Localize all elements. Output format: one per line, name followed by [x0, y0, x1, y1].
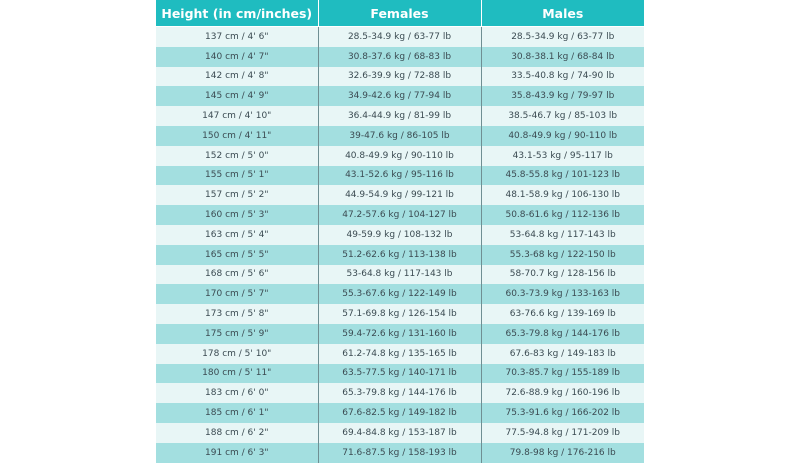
female-weight-cell: 57.1-69.8 kg / 126-154 lb — [318, 304, 481, 324]
table-row — [156, 423, 644, 443]
male-weight-cell: 30.8-38.1 kg / 68-84 lb — [481, 47, 644, 67]
height-cell: 191 cm / 6' 3" — [156, 443, 318, 463]
table-row — [156, 166, 644, 186]
table-row — [156, 304, 644, 324]
female-weight-cell: 63.5-77.5 kg / 140-171 lb — [318, 364, 481, 384]
male-weight-cell: 75.3-91.6 kg / 166-202 lb — [481, 403, 644, 423]
table-row — [156, 443, 644, 463]
female-weight-cell: 67.6-82.5 kg / 149-182 lb — [318, 403, 481, 423]
female-weight-cell: 39-47.6 kg / 86-105 lb — [318, 126, 481, 146]
header-row — [156, 0, 644, 27]
height-cell: 152 cm / 5' 0" — [156, 146, 318, 166]
male-weight-cell: 63-76.6 kg / 139-169 lb — [481, 304, 644, 324]
female-weight-cell: 55.3-67.6 kg / 122-149 lb — [318, 284, 481, 304]
height-cell: 170 cm / 5' 7" — [156, 284, 318, 304]
table-row — [156, 146, 644, 166]
female-weight-cell: 69.4-84.8 kg / 153-187 lb — [318, 423, 481, 443]
male-weight-cell: 72.6-88.9 kg / 160-196 lb — [481, 383, 644, 403]
male-weight-cell: 70.3-85.7 kg / 155-189 lb — [481, 364, 644, 384]
male-weight-cell: 65.3-79.8 kg / 144-176 lb — [481, 324, 644, 344]
height-cell: 188 cm / 6' 2" — [156, 423, 318, 443]
table-row — [156, 245, 644, 265]
female-weight-cell: 36.4-44.9 kg / 81-99 lb — [318, 106, 481, 126]
female-weight-cell: 30.8-37.6 kg / 68-83 lb — [318, 47, 481, 67]
height-cell: 185 cm / 6' 1" — [156, 403, 318, 423]
male-weight-cell: 28.5-34.9 kg / 63-77 lb — [481, 27, 644, 47]
female-weight-cell: 51.2-62.6 kg / 113-138 lb — [318, 245, 481, 265]
female-weight-cell: 65.3-79.8 kg / 144-176 lb — [318, 383, 481, 403]
male-weight-cell: 35.8-43.9 kg / 79-97 lb — [481, 86, 644, 106]
table-row — [156, 265, 644, 285]
male-weight-cell: 43.1-53 kg / 95-117 lb — [481, 146, 644, 166]
table-row — [156, 106, 644, 126]
table-row — [156, 383, 644, 403]
female-weight-cell: 71.6-87.5 kg / 158-193 lb — [318, 443, 481, 463]
height-cell: 157 cm / 5' 2" — [156, 185, 318, 205]
table-row — [156, 324, 644, 344]
height-cell: 183 cm / 6' 0" — [156, 383, 318, 403]
table-body — [156, 27, 644, 463]
height-cell: 180 cm / 5' 11" — [156, 364, 318, 384]
height-column-header: Height (in cm/inches) — [156, 0, 318, 27]
female-weight-cell: 34.9-42.6 kg / 77-94 lb — [318, 86, 481, 106]
male-weight-cell: 55.3-68 kg / 122-150 lb — [481, 245, 644, 265]
height-cell: 155 cm / 5' 1" — [156, 166, 318, 186]
female-weight-cell: 44.9-54.9 kg / 99-121 lb — [318, 185, 481, 205]
table-row — [156, 126, 644, 146]
male-weight-cell: 60.3-73.9 kg / 133-163 lb — [481, 284, 644, 304]
height-cell: 175 cm / 5' 9" — [156, 324, 318, 344]
female-weight-cell: 53-64.8 kg / 117-143 lb — [318, 265, 481, 285]
males-column-header: Males — [481, 0, 644, 27]
male-weight-cell: 33.5-40.8 kg / 74-90 lb — [481, 67, 644, 87]
male-weight-cell: 77.5-94.8 kg / 171-209 lb — [481, 423, 644, 443]
height-cell: 160 cm / 5' 3" — [156, 205, 318, 225]
male-weight-cell: 50.8-61.6 kg / 112-136 lb — [481, 205, 644, 225]
height-cell: 140 cm / 4' 7" — [156, 47, 318, 67]
male-weight-cell: 40.8-49.9 kg / 90-110 lb — [481, 126, 644, 146]
female-weight-cell: 47.2-57.6 kg / 104-127 lb — [318, 205, 481, 225]
height-cell: 137 cm / 4' 6" — [156, 27, 318, 47]
male-weight-cell: 45.8-55.8 kg / 101-123 lb — [481, 166, 644, 186]
height-cell: 165 cm / 5' 5" — [156, 245, 318, 265]
male-weight-cell: 79.8-98 kg / 176-216 lb — [481, 443, 644, 463]
female-weight-cell: 28.5-34.9 kg / 63-77 lb — [318, 27, 481, 47]
table-row — [156, 27, 644, 47]
table-row — [156, 185, 644, 205]
table-row — [156, 67, 644, 87]
table-row — [156, 205, 644, 225]
male-weight-cell: 67.6-83 kg / 149-183 lb — [481, 344, 644, 364]
female-weight-cell: 43.1-52.6 kg / 95-116 lb — [318, 166, 481, 186]
female-weight-cell: 49-59.9 kg / 108-132 lb — [318, 225, 481, 245]
height-cell: 142 cm / 4' 8" — [156, 67, 318, 87]
table-row — [156, 47, 644, 67]
height-cell: 178 cm / 5' 10" — [156, 344, 318, 364]
table-row — [156, 86, 644, 106]
height-cell: 150 cm / 4' 11" — [156, 126, 318, 146]
females-column-header: Females — [318, 0, 481, 27]
table-row — [156, 403, 644, 423]
male-weight-cell: 53-64.8 kg / 117-143 lb — [481, 225, 644, 245]
table-row — [156, 225, 644, 245]
height-cell: 173 cm / 5' 8" — [156, 304, 318, 324]
male-weight-cell: 38.5-46.7 kg / 85-103 lb — [481, 106, 644, 126]
female-weight-cell: 40.8-49.9 kg / 90-110 lb — [318, 146, 481, 166]
height-cell: 168 cm / 5' 6" — [156, 265, 318, 285]
table-row — [156, 284, 644, 304]
height-weight-table — [156, 0, 644, 463]
height-cell: 145 cm / 4' 9" — [156, 86, 318, 106]
female-weight-cell: 32.6-39.9 kg / 72-88 lb — [318, 67, 481, 87]
male-weight-cell: 58-70.7 kg / 128-156 lb — [481, 265, 644, 285]
female-weight-cell: 61.2-74.8 kg / 135-165 lb — [318, 344, 481, 364]
table-row — [156, 364, 644, 384]
height-cell: 147 cm / 4' 10" — [156, 106, 318, 126]
male-weight-cell: 48.1-58.9 kg / 106-130 lb — [481, 185, 644, 205]
female-weight-cell: 59.4-72.6 kg / 131-160 lb — [318, 324, 481, 344]
table-row — [156, 344, 644, 364]
height-cell: 163 cm / 5' 4" — [156, 225, 318, 245]
